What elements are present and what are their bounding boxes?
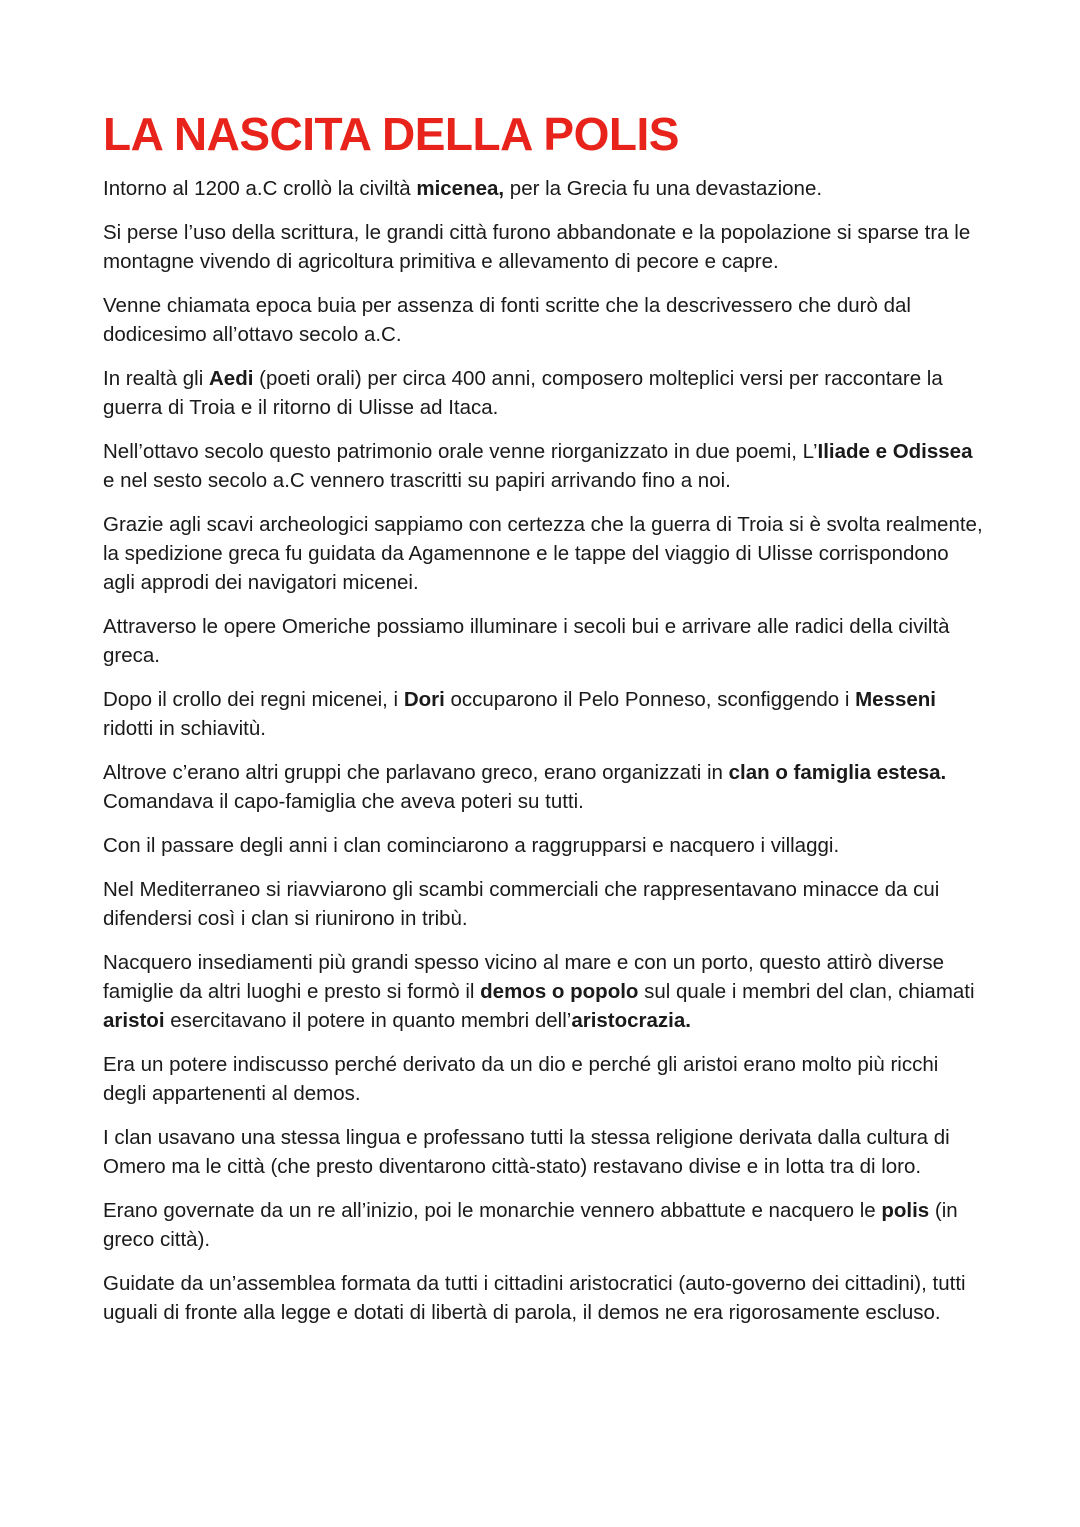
document-body	[103, 174, 983, 1327]
text-run: Grazie agli scavi archeologici sappiamo con certezza che la guerra di Troia si è svolta realmente, la spedizione greca fu guidata da Agamennone e le tappe del viaggio di Ulisse corrispondono agli approdi dei navigatori micenei.	[103, 512, 983, 595]
paragraph-2	[103, 218, 983, 276]
text-run: Comandava il capo-famiglia che aveva poteri su tutti.	[103, 790, 584, 814]
text-run: Erano governate da un re all’inizio, poi le monarchie vennero abbattute e nacquero le	[103, 1199, 882, 1222]
bold-term: Dori	[403, 688, 445, 711]
page-title: LA NASCITA DELLA POLIS	[103, 108, 679, 160]
paragraph-16	[103, 1269, 983, 1327]
text-run: sul quale i membri del clan, chiamati	[638, 980, 975, 1003]
text-run: Nacquero insediamenti più grandi spesso vicino al mare e con un porto, questo attirò diverse famiglie da altri luoghi e presto si formò il	[103, 950, 944, 1003]
paragraph-13	[103, 1050, 983, 1108]
paragraph-8	[103, 685, 983, 743]
text-run: Era un potere indiscusso perché derivato da un dio e perché gli aristoi erano molto più ricchi degli appartenenti al demos.	[103, 1053, 939, 1106]
paragraph-6	[103, 510, 983, 598]
text-run: Attraverso le opere Omeriche possiamo illuminare i secoli bui e arrivare alle radici della civiltà greca.	[103, 615, 950, 668]
text-run: Venne chiamata epoca buia per assenza di fonti scritte che la descrivessero che durò dal dodicesimo all’ottavo secolo a.C.	[103, 293, 911, 346]
paragraph-12	[103, 948, 983, 1036]
text-run: (poeti orali) per circa 400 anni, composero molteplici versi per raccontare la guerra di Troia e il ritorno di Ulisse ad Itaca.	[103, 366, 943, 419]
paragraph-11	[103, 875, 983, 933]
bold-term: polis	[881, 1199, 930, 1222]
paragraph-10	[103, 831, 983, 860]
text-run: I clan usavano una stessa lingua e professano tutti la stessa religione derivata dalla cultura di Omero ma le città (che presto diventarono città-stato) restavano divise e in lotta tra di loro.	[103, 1126, 950, 1179]
text-run: Guidate da un’assemblea formata da tutti i cittadini aristocratici (auto-governo dei cittadini), tutti uguali di fronte alla legge e dotati di libertà di parola, il demos ne era rigorosamente escluso.	[103, 1272, 966, 1325]
paragraph-14	[103, 1123, 983, 1181]
paragraph-15	[103, 1196, 983, 1254]
text-run: In realtà gli	[103, 366, 209, 390]
document-page	[103, 108, 983, 1342]
paragraph-3	[103, 291, 983, 349]
paragraph-1	[103, 174, 983, 203]
bold-term: demos o popolo	[480, 980, 639, 1003]
bold-term: micenea,	[416, 177, 505, 200]
paragraph-5	[103, 437, 983, 495]
bold-term: aristoi	[103, 1009, 165, 1033]
text-run: Si perse l’uso della scrittura, le grandi città furono abbandonate e la popolazione si sparse tra le montagne vivendo di agricoltura primitiva e allevamento di pecore e capre.	[103, 220, 971, 273]
text-run: Con il passare degli anni i clan cominciarono a raggrupparsi e nacquero i villaggi.	[103, 834, 840, 857]
text-run: per la Grecia fu una devastazione.	[504, 177, 823, 200]
bold-term: aristocrazia.	[571, 1009, 691, 1033]
paragraph-9	[103, 758, 983, 816]
text-run: occuparono il Pelo Ponneso, sconfiggendo i	[444, 688, 856, 711]
bold-term: Aedi	[208, 366, 254, 390]
text-run: e nel sesto secolo a.C vennero trascritti su papiri arrivando fino a noi.	[103, 469, 731, 492]
text-run: Altrove c’erano altri gruppi che parlavano greco, erano organizzati in	[103, 761, 729, 784]
paragraph-4	[103, 364, 983, 422]
text-run: (in greco città).	[103, 1199, 958, 1252]
text-run: Intorno al 1200 a.C crollò la civiltà	[103, 177, 417, 200]
text-run: Nel Mediterraneo si riavviarono gli scambi commerciali che rappresentavano minacce da cui difendersi così i clan si riunirono in tribù.	[103, 877, 940, 930]
bold-term: Messeni	[855, 688, 936, 711]
bold-term: clan o famiglia estesa.	[728, 761, 947, 784]
text-run: ridotti in schiavitù.	[103, 717, 266, 741]
paragraph-7	[103, 612, 983, 670]
text-run: esercitavano il potere in quanto membri dell’	[164, 1009, 572, 1033]
text-run: Dopo il crollo dei regni micenei, i	[103, 688, 404, 711]
text-run: Nell’ottavo secolo questo patrimonio orale venne riorganizzato in due poemi, L’	[103, 439, 818, 463]
bold-term: Iliade e Odissea	[817, 439, 973, 463]
